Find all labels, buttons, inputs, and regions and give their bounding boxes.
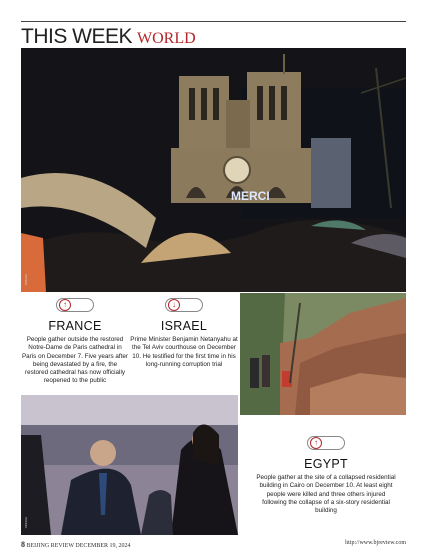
photo-cairo-collapse — [240, 293, 406, 415]
story-egypt — [256, 436, 396, 515]
trend-badge-egypt — [307, 436, 345, 450]
page-number: 8 — [21, 540, 25, 549]
caption-israel: Prime Minister Benjamin Netanyahu at the Tel Aviv courthouse on December 10. He testified for the first time in his long-running corruption trial — [130, 336, 238, 368]
country-israel: ISRAEL — [160, 319, 208, 333]
footer-url[interactable]: http://www.bjreview.com — [345, 540, 406, 546]
country-egypt: EGYPT — [304, 457, 348, 471]
projection-sign-text: MERCI — [231, 189, 270, 203]
story-israel — [130, 298, 238, 369]
photo-notre-dame — [21, 48, 406, 292]
section-header — [21, 25, 196, 49]
publication-line: BEIJING REVIEW DECEMBER 19, 2024 — [26, 543, 131, 549]
arrow-down-icon: ↓ — [168, 299, 180, 311]
header-rule — [21, 21, 406, 22]
page-footer-left — [21, 540, 131, 549]
photo-netanyahu-court — [21, 395, 238, 535]
caption-france: People gather outside the restored Notre-Dame de Paris cathedral in Paris on December 7. Five years after being devastated by a fire, the restored cathedral has now officially reopened to the public — [21, 336, 129, 385]
photo-credit-israel: XINHUA — [24, 517, 28, 529]
arrow-up-icon: ↑ — [310, 437, 322, 449]
photo-credit-paris: XINHUA — [24, 274, 28, 286]
story-france — [21, 298, 129, 386]
country-france: FRANCE — [48, 319, 102, 333]
trend-badge-france — [56, 298, 94, 312]
caption-egypt: People gather at the site of a collapsed residential building in Cairo on December 10. At least eight people were killed and three others injured following the collapse of a six-story residential building — [256, 474, 396, 515]
arrow-up-icon: ↑ — [59, 299, 71, 311]
header-this-week: THIS WEEK — [21, 25, 133, 48]
trend-badge-israel — [165, 298, 203, 312]
header-section-world: WORLD — [137, 30, 196, 47]
